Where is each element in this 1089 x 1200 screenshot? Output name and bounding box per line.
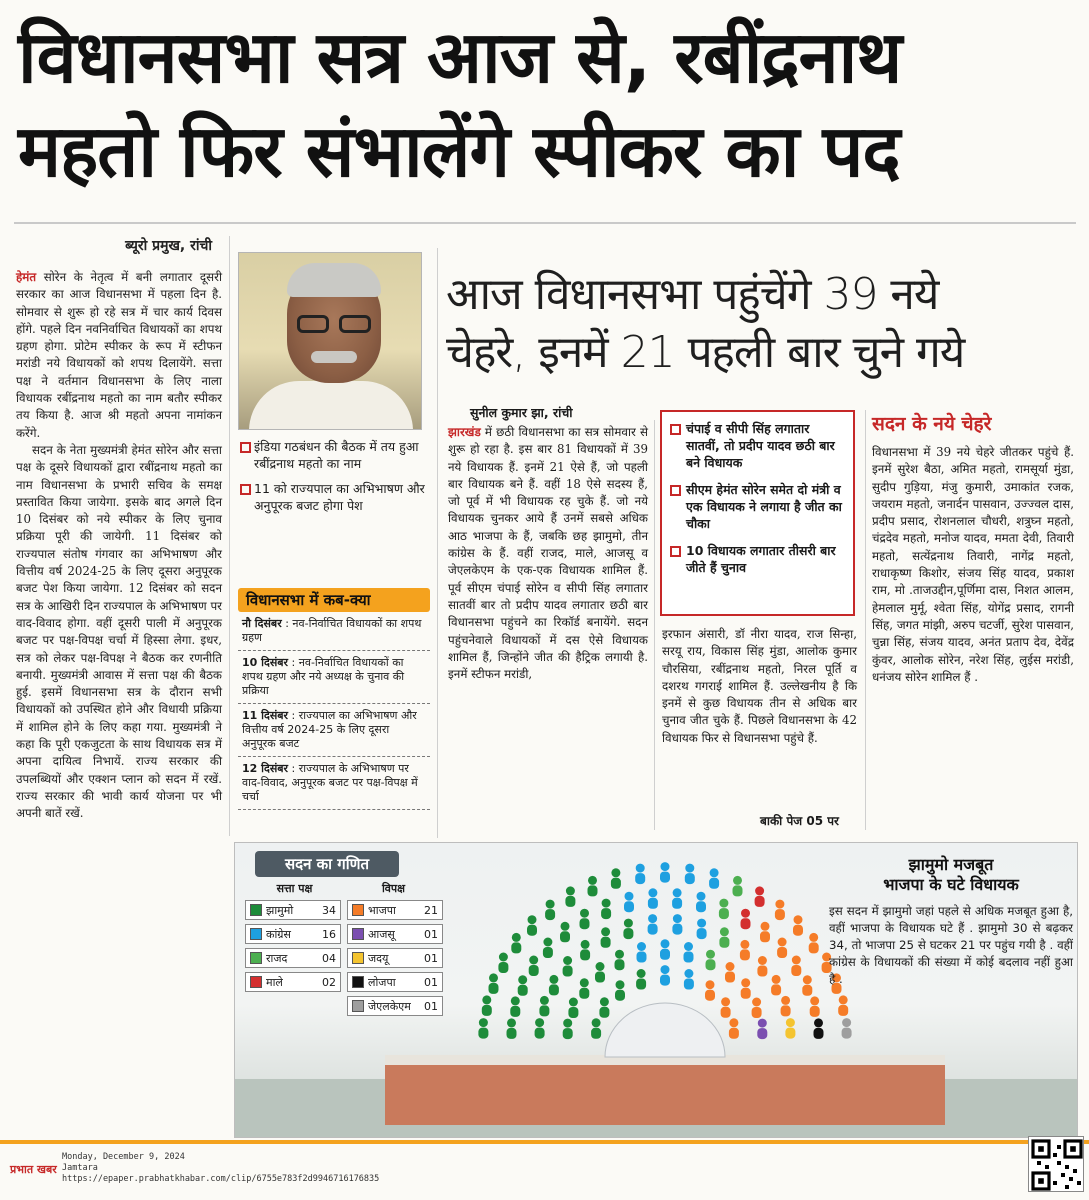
seat-figure: [752, 998, 762, 1019]
party-name: कांग्रेस: [266, 927, 291, 941]
party-name: झामुमो: [266, 903, 294, 917]
seat-figure: [802, 975, 812, 996]
seat-figure: [733, 876, 743, 897]
seat-figure: [591, 1018, 601, 1039]
seat-figure: [740, 940, 750, 961]
seat-figure: [635, 864, 645, 885]
seat-figure: [580, 940, 590, 961]
seat-figure: [684, 942, 694, 963]
footer-date: Monday, December 9, 2024: [62, 1152, 185, 1162]
seat-figure: [793, 915, 803, 936]
photo-bullets: [238, 438, 428, 522]
seat-figure: [719, 899, 729, 920]
seat-figure: [697, 919, 707, 940]
secondary-headline-line-2: चेहरे, इनमें 21 पहली बार चुने गये: [446, 327, 965, 378]
qr-code[interactable]: [1028, 1136, 1084, 1192]
seat-figure: [781, 996, 791, 1017]
house-math-infographic: [234, 842, 1078, 1138]
party-count: 16: [322, 927, 336, 941]
headline-divider: [14, 222, 1076, 224]
schedule-date: 11 दिसंबर: [242, 709, 289, 722]
seat-figure: [498, 953, 508, 974]
seat-figure: [696, 892, 706, 913]
seat-figure: [755, 886, 765, 907]
highlight-item: 10 विधायक लगातार तीसरी बार जीते हैं चुनाव: [668, 542, 847, 576]
seat-figure: [478, 1018, 488, 1039]
party-name: भाजपा: [368, 903, 396, 917]
seat-figure: [601, 927, 611, 948]
schedule-text: : राज्यपाल के अभिभाषण पर वाद-विवाद, अनुपूरक बजट पर पक्ष-विपक्ष में चर्चा: [242, 762, 418, 803]
highlights-box: [660, 410, 855, 616]
bullet-item: 11 को राज्यपाल का अभिभाषण और अनुपूरक बजट होगा पेश: [238, 480, 428, 514]
headline-line-1: विधानसभा सत्र आज से, रबींद्रनाथ: [18, 15, 902, 99]
seat-figure: [615, 980, 625, 1001]
portrait-shirt: [249, 381, 413, 430]
party-count: 21: [424, 903, 438, 917]
seat-figure: [685, 864, 695, 885]
party-name: आजसू: [368, 927, 395, 941]
secondary-headline-line-1: आज विधानसभा पहुंचेंगे 39 नये: [446, 269, 939, 320]
seat-figure: [539, 996, 549, 1017]
schedule-title: विधानसभा में कब-क्या: [238, 588, 430, 612]
seat-figure: [579, 978, 589, 999]
new-faces-title: सदन के नये चेहरे: [872, 413, 992, 435]
seat-figure: [705, 980, 715, 1001]
assembly-dome: [605, 1003, 725, 1057]
seat-figure: [660, 862, 670, 883]
seat-figure: [725, 962, 735, 983]
article-body: [16, 269, 222, 823]
column-divider: [229, 236, 230, 836]
portrait-photo: [238, 252, 422, 430]
note-title-line-2: भाजपा के घटे विधायक: [883, 875, 1019, 894]
seat-figure: [595, 962, 605, 983]
seat-figure: [599, 997, 609, 1018]
publisher-logo: प्रभात खबर: [10, 1163, 57, 1176]
seat-figure: [623, 919, 633, 940]
seat-figure: [580, 909, 590, 930]
seat-figure: [535, 1018, 545, 1039]
party-count: 02: [322, 975, 336, 989]
seat-figure: [611, 868, 621, 889]
seat-figure: [565, 886, 575, 907]
footer-rule: [0, 1140, 1089, 1144]
headline-line-2: महतो फिर संभालेंगे स्पीकर का पद: [18, 109, 900, 193]
story2-column-2: इरफान अंसारी, डॉ नीरा यादव, राज सिन्हा, सरयू राय, विकास सिंह मुंडा, आलोक कुमार चौरसिया, रबींद्रनाथ महतो, निरल पूर्ति व दशरथ गगराई शामिल हैं. उल्लेखनीय है कि इनमें से कुछ विधायक तीन से अधिक बार चुनाव जीत चुके हैं. पिछले विधानसभा के 42 विधायक फिर से विधानसभा पहुंचे हैं.: [662, 627, 857, 745]
seat-figure: [507, 1018, 517, 1039]
seat-figure: [527, 915, 537, 936]
party-name: जेएलकेएम: [368, 999, 411, 1013]
seat-figure: [568, 998, 578, 1019]
schedule-date: 12 दिसंबर: [242, 762, 289, 775]
paragraph-2: सदन के नेता मुख्यमंत्री हेमंत सोरेन और सत्ता पक्ष के दूसरे विधायकों द्वारा रबींद्रनाथ महतो का नाम विधानसभा के प्रभारी सचिव के समक्ष प्रस्तावित किया जायेगा. इसके बाद अगले दिन 10 दिसंबर को नये स्पीकर के लिए चुनाव प्रक्रिया पूरी की जायेगी. 11 दिसंबर को राज्यपाल संतोष गंगवार का अभिभाषण और वित्तीय वर्ष 2024-25 के लिए दूसरा अनुपूरक बजट पेश किया जायेगा. 12 दिसंबर को सदन सत्र के आखिरी दिन राज्यपाल के अभिभाषण पर वाद-विवाद होगा. वहीं दूसरी पाली में अनुपूरक बजट पर पक्ष-विपक्ष चर्चा में हिस्सा लेगा. इधर, सत्र को लेकर पक्ष-विपक्ष ने बैठक कर रणनीति बनायी. मुख्यमंत्री आवास में सत्ता पक्ष की बैठक हुई. इसमें विधानसभा सत्र के दौरान सभी विधायकों को उपस्थित होने और विधायी प्रक्रिया में शामिल होने के लिए कहा गया. मुख्यमंत्री ने कहा कि पूरी एकजुटता के साथ विधायक सत्र में अपना दायित्व निभायें. राज्य सरकार की उपलब्धियों और एक्शन प्लान को सदन में रखें. राज्य सरकार की भावी कार्य योजना पर भी अपनी बातें रखें.: [16, 442, 222, 821]
seat-figure: [543, 938, 553, 959]
portrait-mustache: [311, 351, 357, 363]
qr-code-icon: [1029, 1137, 1085, 1193]
seat-figure: [511, 933, 521, 954]
paragraph-1: [16, 269, 222, 442]
seat-figure: [549, 975, 559, 996]
party-count: 34: [322, 903, 336, 917]
ruling-label: सत्ता पक्ष: [276, 882, 313, 895]
schedule-date: 10 दिसंबर: [242, 656, 289, 669]
seat-figure: [760, 922, 770, 943]
seat-figure: [563, 956, 573, 977]
footer-url[interactable]: https://epaper.prabhatkhabar.com/clip/6755e783f2d9946716176835: [62, 1174, 380, 1184]
seat-figure: [810, 996, 820, 1017]
seat-figure: [615, 950, 625, 971]
seat-figure: [672, 914, 682, 935]
seat-figure: [706, 950, 716, 971]
seat-figure: [588, 876, 598, 897]
story2-col1-text: में छठी विधानसभा का सत्र सोमवार से शुरू हो रहा है. इस बार 81 विधायकों में 39 नये विधायक हैं. इनमें 21 ऐसे हैं, जो पहली बार विधायक बने हैं. वहीं 18 ऐसे सदस्य हैं, जो पूर्व में भी विधायक रह चुके हैं. जो नये विधायक चुनकर आये हैं उनमें सबसे अधिक आठ भाजपा के हैं, जबकि छह झामुमो, तीन कांग्रेस के हैं. वहीं राजद, माले, आजसू व जेएलकेएम के एक-एक विधायक शामिल हैं. पूर्व सीएम चंपाई सोरेन व सीपी सिंह लगातार सातवीं बार तो प्रदीप यादव लगातार छठी बार विधानसभा पहुंचने का रिकॉर्ड बनायेंगे. सदन पहुंचनेवाले विधायकों में दस ऐसे विधायक शामिल हैं, जिन्होंने जीत की हैट्रिक लगायी है. इनमें स्टीफन मरांडी,: [448, 425, 648, 682]
seat-figure: [637, 942, 647, 963]
seat-figure: [719, 927, 729, 948]
seat-figure: [560, 922, 570, 943]
footer-meta: [62, 1152, 379, 1185]
left-column: [16, 236, 222, 823]
party-name: राजद: [266, 951, 288, 965]
party-count: 01: [424, 951, 438, 965]
note-title-line-1: झामुमो मजबूत: [908, 855, 994, 874]
column-divider: [437, 248, 438, 838]
highlight-item: चंपाई व सीपी सिंह लगातार सातवीं, तो प्रदीप यादव छठी बार बने विधायक: [668, 420, 847, 471]
schedule-date: नौ दिसंबर: [242, 617, 282, 630]
seat-figure: [545, 900, 555, 921]
seat-figure: [510, 996, 520, 1017]
seat-figure: [775, 900, 785, 921]
continued-note: बाकी पेज 05 पर: [760, 814, 839, 828]
seat-figure: [842, 1018, 852, 1039]
footer-edition: Jamtara: [62, 1163, 98, 1173]
seat-figure: [648, 888, 658, 909]
secondary-headline: [446, 266, 1076, 382]
seat-figure: [741, 978, 751, 999]
column-divider: [654, 420, 655, 830]
seat-figure: [791, 956, 801, 977]
seat-figure: [660, 939, 670, 960]
lead-word: हेमंत: [16, 270, 37, 284]
seat-figure: [684, 969, 694, 990]
infographic-note-title: [829, 855, 1073, 895]
new-faces-column: [872, 410, 1074, 686]
seat-figure: [785, 1018, 795, 1039]
seat-figure: [624, 892, 634, 913]
schedule-item: [238, 612, 430, 651]
party-count: 01: [424, 927, 438, 941]
new-faces-text: विधानसभा में 39 नये चेहरे जीतकर पहुंचे हैं. इनमें सुरेश बैठा, अमित महतो, रामसूर्या मुंडा, सुदीप गुड़िया, मंजु कुमारी, उमाकांत रजक, जयराम महतो, जनार्दन पासवान, उज्ज्वल दास, प्रदीप प्रसाद, रोशनलाल चौधरी, शत्रुघ्न महतो, चंद्रदेव महतो, मनोज यादव, ममता देवी, तिवारी महतो, सत्येंद्रनाथ तिवारी, नागेंद्र महतो, राधाकृष्ण किशोर, संजय सिंह यादव, प्रकाश राम, मो .ताजउद्दीन,पूर्णिमा दास, निशत आलम, हेमलाल मुर्मू, श्वेता सिंह, योगेंद्र प्रसाद, रागनी सिंह, जगत मांझी, अरुप चटर्जी, सुरेश पासवान, चुन्ना सिंह, संजय यादव, अनंत प्रताप देव, देवेंद्र कुंवर, आलोक सोरेन, नरेश सिंह, लुईस मरांडी, धनंजय सोरेन शामिल हैं .: [872, 445, 1074, 684]
schedule-item: [238, 704, 430, 757]
party-count: 01: [424, 999, 438, 1013]
seat-figure: [814, 1018, 824, 1039]
story2-column-1: [448, 424, 648, 683]
party-count: 01: [424, 975, 438, 989]
seat-figure: [709, 868, 719, 889]
seat-figure: [563, 1019, 573, 1040]
schedule-item: [238, 757, 430, 810]
seat-figure: [601, 899, 611, 920]
paragraph-1-text: सोरेन के नेतृत्व में बनी लगातार दूसरी सरकार का आज विधानसभा में पहला दिन है. सोमवार से शुरू हो रहे सत्र में चार कार्य दिवस होंगे. पहले दिन नवनिर्वाचित विधायकों का शपथ ग्रहण होगा. प्रोटेम स्पीकर के रूप में स्टीफन मरांडी नये विधायकों को शपथ दिलायेंगे. सत्ता पक्ष ने वर्तमान विधानसभा के लिए नाला विधायक रबींद्रनाथ महतो का नाम बतौर स्पीकर तय किया है. आज श्री महतो अपना नामांकन करेंगे.: [16, 270, 222, 440]
seat-figure: [777, 938, 787, 959]
seat-figure: [809, 933, 819, 954]
seat-figure: [757, 956, 767, 977]
seat-figure: [648, 914, 658, 935]
seat-figure: [482, 995, 492, 1016]
seat-figure: [529, 956, 539, 977]
bullet-item: इंडिया गठबंधन की बैठक में तय हुआ रबींद्रनाथ महतो का नाम: [238, 438, 428, 472]
party-name: जदयू: [368, 951, 389, 965]
seat-figure: [518, 975, 528, 996]
seat-figure: [771, 975, 781, 996]
seat-figure: [489, 973, 499, 994]
infographic-note: [829, 855, 1073, 988]
seat-figure: [729, 1018, 739, 1039]
infographic-note-text: इस सदन में झामुमो जहां पहले से अधिक मजबूत हुआ है, वहीं भाजपा के विधायक घटे हैं . झामुमो 30 से बढ़कर 34, तो भाजपा 25 से घटकर 21 पर पहुंच गयी है . वहीं कांग्रेस के विधायकों की संख्या में कोई बदलाव नहीं हुआ है .: [829, 904, 1073, 986]
seat-figure: [741, 909, 751, 930]
portrait-glasses: [297, 315, 373, 333]
assembly-building: [385, 1055, 945, 1125]
infographic-title: सदन का गणित: [255, 851, 399, 877]
seat-figure: [757, 1019, 767, 1040]
lead-word: झारखंड: [448, 425, 481, 439]
schedule-item: [238, 651, 430, 704]
seat-figure: [660, 965, 670, 986]
seat-figure: [672, 888, 682, 909]
seat-figure: [636, 969, 646, 990]
schedule-box: [238, 588, 430, 810]
highlight-item: सीएम हेमंत सोरेन समेत दो मंत्री व एक विधायक ने लगाया है जीत का चौका: [668, 481, 847, 532]
byline: ब्यूरो प्रमुख, रांची: [125, 238, 212, 254]
column-divider: [865, 410, 866, 830]
party-name: लोजपा: [368, 975, 396, 989]
opposition-label: विपक्ष: [381, 882, 406, 895]
seat-figure: [838, 995, 848, 1016]
schedule-text: : राज्यपाल का अभिभाषण और वित्तीय वर्ष 2024-25 के लिए दूसरा अनुपूरक बजट: [242, 709, 417, 750]
schedule-text: : नव-निर्वाचित विधायकों का शपथ ग्रहण और नये अध्यक्ष के चुनाव की प्रक्रिया: [242, 656, 405, 697]
seat-figure: [721, 997, 731, 1018]
party-name: माले: [266, 975, 283, 989]
main-headline: [18, 10, 1078, 198]
party-count: 04: [322, 951, 336, 965]
schedule-text: : नव-निर्वाचित विधायकों का शपथ ग्रहण: [242, 617, 422, 644]
secondary-byline: सुनील कुमार झा, रांची: [470, 405, 573, 420]
portrait-hair: [287, 263, 381, 297]
